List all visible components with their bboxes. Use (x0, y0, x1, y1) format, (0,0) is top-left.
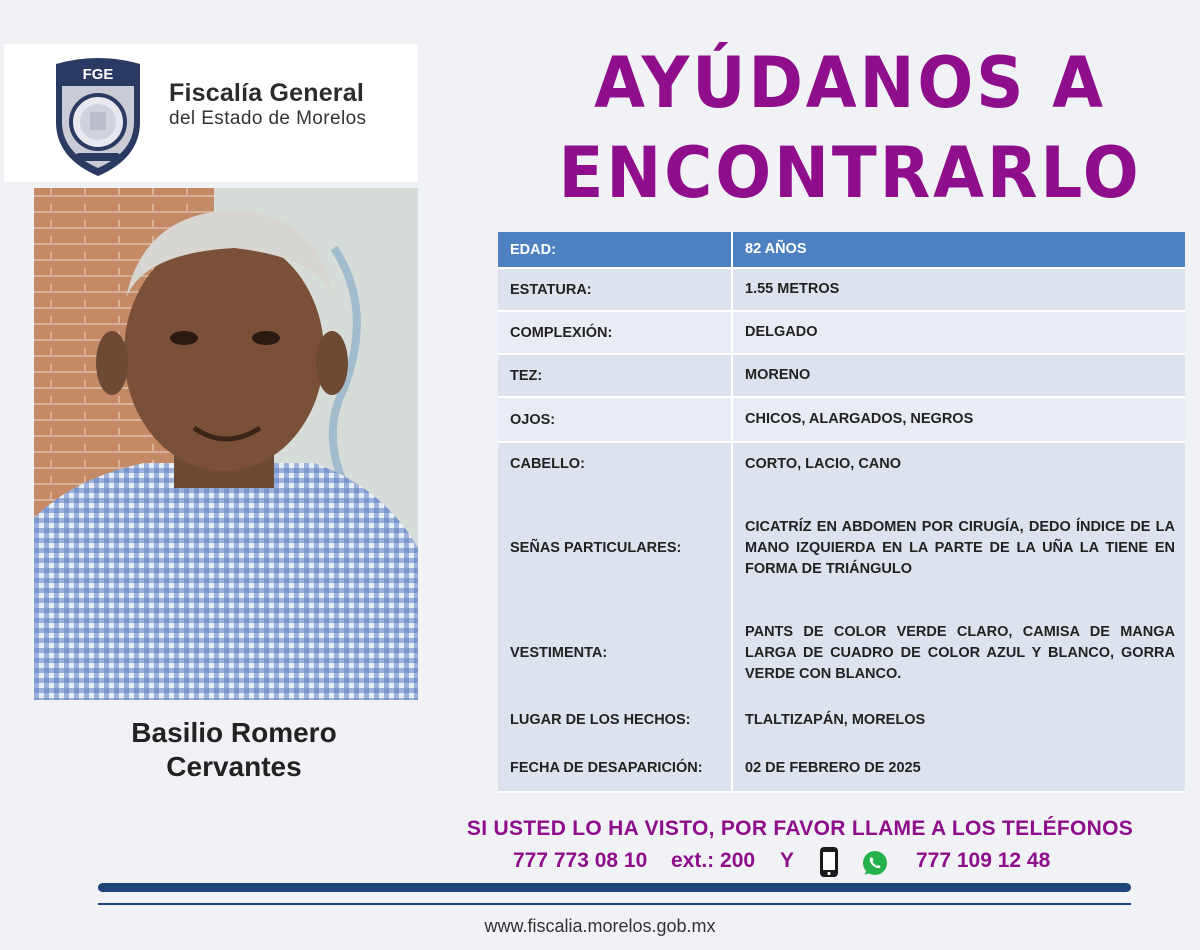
label-vestimenta: VESTIMENTA: (510, 645, 608, 661)
org-name: Fiscalía General (169, 79, 364, 107)
fge-badge-icon (48, 52, 148, 178)
whatsapp-icon (860, 848, 890, 878)
value-ojos: CHICOS, ALARGADOS, NEGROS (733, 398, 1185, 443)
missing-person-photo (34, 188, 418, 700)
footer-divider-thin (98, 903, 1131, 905)
website-url: www.fiscalia.morelos.gob.mx (484, 916, 716, 936)
value-senas: CICATRÍZ EN ABDOMEN POR CIRUGÍA, DEDO ÍNDICE DE LA MANO IZQUIERDA EN LA PARTE DE LA UÑA LA TIENE EN FORMA DE TRIÁNGULO (745, 518, 1175, 577)
value-estatura: 1.55 METROS (733, 269, 1185, 312)
table-row (498, 398, 1185, 443)
table-row (498, 443, 1185, 793)
svg-text:FGE: FGE (82, 66, 114, 83)
person-name-line2: Cervantes (166, 751, 302, 782)
table-row (498, 312, 1185, 355)
value-column-block (733, 443, 1185, 793)
value-fecha: 02 DE FEBRERO DE 2025 (745, 759, 921, 776)
label-edad: EDAD: (498, 232, 733, 269)
headline-line1: AYÚDANOS A (594, 42, 1106, 124)
phone-number-2: 777 109 12 48 (916, 849, 1051, 872)
details-table (498, 232, 1185, 793)
label-estatura: ESTATURA: (498, 269, 733, 312)
phone-number-1: 777 773 08 10 (513, 849, 648, 872)
label-senas: SEÑAS PARTICULARES: (510, 540, 682, 556)
conjunction: Y (780, 849, 795, 872)
logo-block (4, 44, 418, 182)
value-cabello: CORTO, LACIO, CANO (745, 455, 902, 472)
mobile-phone-icon (818, 846, 840, 878)
footer-divider-thick (98, 883, 1131, 892)
phone-line (400, 846, 1200, 878)
value-tez: MORENO (733, 355, 1185, 398)
label-tez: TEZ: (498, 355, 733, 398)
label-ojos: OJOS: (498, 398, 733, 443)
label-lugar: LUGAR DE LOS HECHOS: (510, 712, 691, 728)
phone-extension: ext.: 200 (671, 849, 756, 872)
value-edad: 82 AÑOS (733, 232, 1185, 269)
person-name (34, 716, 434, 784)
value-vestimenta: PANTS DE COLOR VERDE CLARO, CAMISA DE MANGA LARGA DE CUADRO DE COLOR AZUL Y BLANCO, GORRA VERDE CON BLANCO. (745, 623, 1175, 682)
label-cabello: CABELLO: (510, 456, 585, 472)
person-name-line1: Basilio Romero (131, 717, 337, 748)
table-row (498, 269, 1185, 312)
table-row (498, 355, 1185, 398)
value-complexion: DELGADO (733, 312, 1185, 355)
headline-line2: ENCONTRARLO (558, 132, 1142, 214)
call-to-action: SI USTED LO HA VISTO, POR FAVOR LLAME A LOS TELÉFONOS (466, 817, 1134, 840)
label-fecha: FECHA DE DESAPARICIÓN: (510, 760, 703, 776)
org-subtitle: del Estado de Morelos (169, 108, 367, 129)
label-column-block (498, 443, 733, 793)
table-row (498, 232, 1185, 269)
value-lugar: TLALTIZAPÁN, MORELOS (745, 711, 926, 728)
label-complexion: COMPLEXIÓN: (498, 312, 733, 355)
